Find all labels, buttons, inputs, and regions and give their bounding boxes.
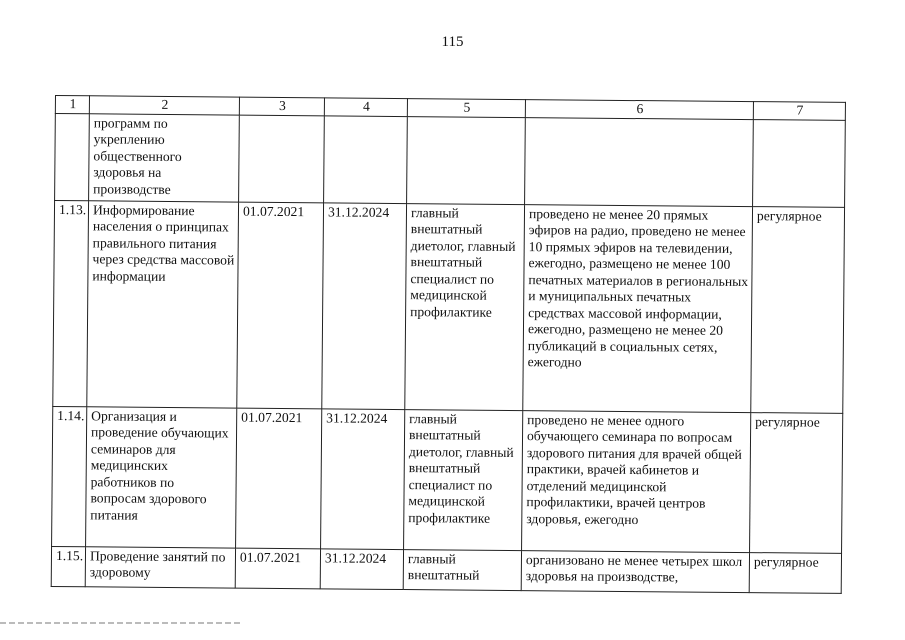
executor-cell: главный внештатный диетолог, главный внештатный специалист по медицинской профилактике xyxy=(405,203,525,410)
start-date-cell: 01.07.2021 xyxy=(235,548,320,589)
header-cell: 2 xyxy=(89,96,239,115)
activity-cell: Организация и проведение обучающих семинаров для медицинских работников по вопросам здорового питания xyxy=(86,406,237,547)
executor-cell: главный внештатный диетолог, главный внештатный специалист по медицинской профилактике xyxy=(404,409,523,550)
end-date-cell: 31.12.2024 xyxy=(321,408,405,549)
end-date-cell xyxy=(324,115,408,203)
header-cell: 4 xyxy=(324,98,407,116)
row-number xyxy=(55,113,90,200)
header-cell: 6 xyxy=(525,100,753,119)
header-cell: 5 xyxy=(407,99,525,118)
table-row xyxy=(51,546,841,593)
row-number: 1.15. xyxy=(51,546,85,586)
end-date-cell: 31.12.2024 xyxy=(322,202,407,409)
header-cell: 3 xyxy=(239,97,324,115)
table-row xyxy=(52,406,843,553)
start-date-cell: 01.07.2021 xyxy=(237,202,324,409)
start-date-cell xyxy=(239,115,325,203)
activity-cell: Информирование населения о принципах правильного питания через средства массовой информации xyxy=(87,200,239,407)
activity-cell: программ по укреплению общественного здоровья на производстве xyxy=(89,113,240,201)
page-number: 115 xyxy=(441,34,464,50)
type-cell: регулярное xyxy=(749,552,841,593)
table-row xyxy=(53,200,845,413)
end-date-cell: 31.12.2024 xyxy=(320,548,403,589)
row-number: 1.13. xyxy=(53,200,89,406)
header-cell: 1 xyxy=(55,96,89,114)
row-number: 1.14. xyxy=(52,406,87,546)
document-table xyxy=(51,95,846,593)
activity-cell: Проведение занятий по здоровому xyxy=(85,546,235,587)
result-cell: проведено не менее 20 прямых эфиров на радио, проведено не менее 10 прямых эфиров на телевидении, ежегодно, размещено не менее 100 печатных материалов в региональных и муниципальных печатных средствах массовой информации, ежегодно, размещено не менее 20 публикаций в социальных сетях, ежегодно xyxy=(523,204,753,412)
type-cell xyxy=(753,119,846,207)
result-cell xyxy=(525,117,754,206)
result-cell: проведено не менее одного обучающего семинара по вопросам здорового питания для врачей общей практики, врачей кабинетов и отделений медицинской профилактики, врачей центров здоровья, ежегодно xyxy=(522,410,751,552)
type-cell: регулярное xyxy=(750,412,843,553)
header-cell: 7 xyxy=(753,102,845,120)
executor-cell: главный внештатный xyxy=(403,549,521,590)
executor-cell xyxy=(407,116,526,204)
type-cell: регулярное xyxy=(751,206,845,413)
table-row xyxy=(55,113,846,207)
start-date-cell: 01.07.2021 xyxy=(236,408,322,549)
scan-edge-artifact xyxy=(0,622,240,624)
document-table-wrapper xyxy=(51,95,845,593)
result-cell: организовано не менее четырех школ здоровья на производстве, xyxy=(521,550,749,592)
